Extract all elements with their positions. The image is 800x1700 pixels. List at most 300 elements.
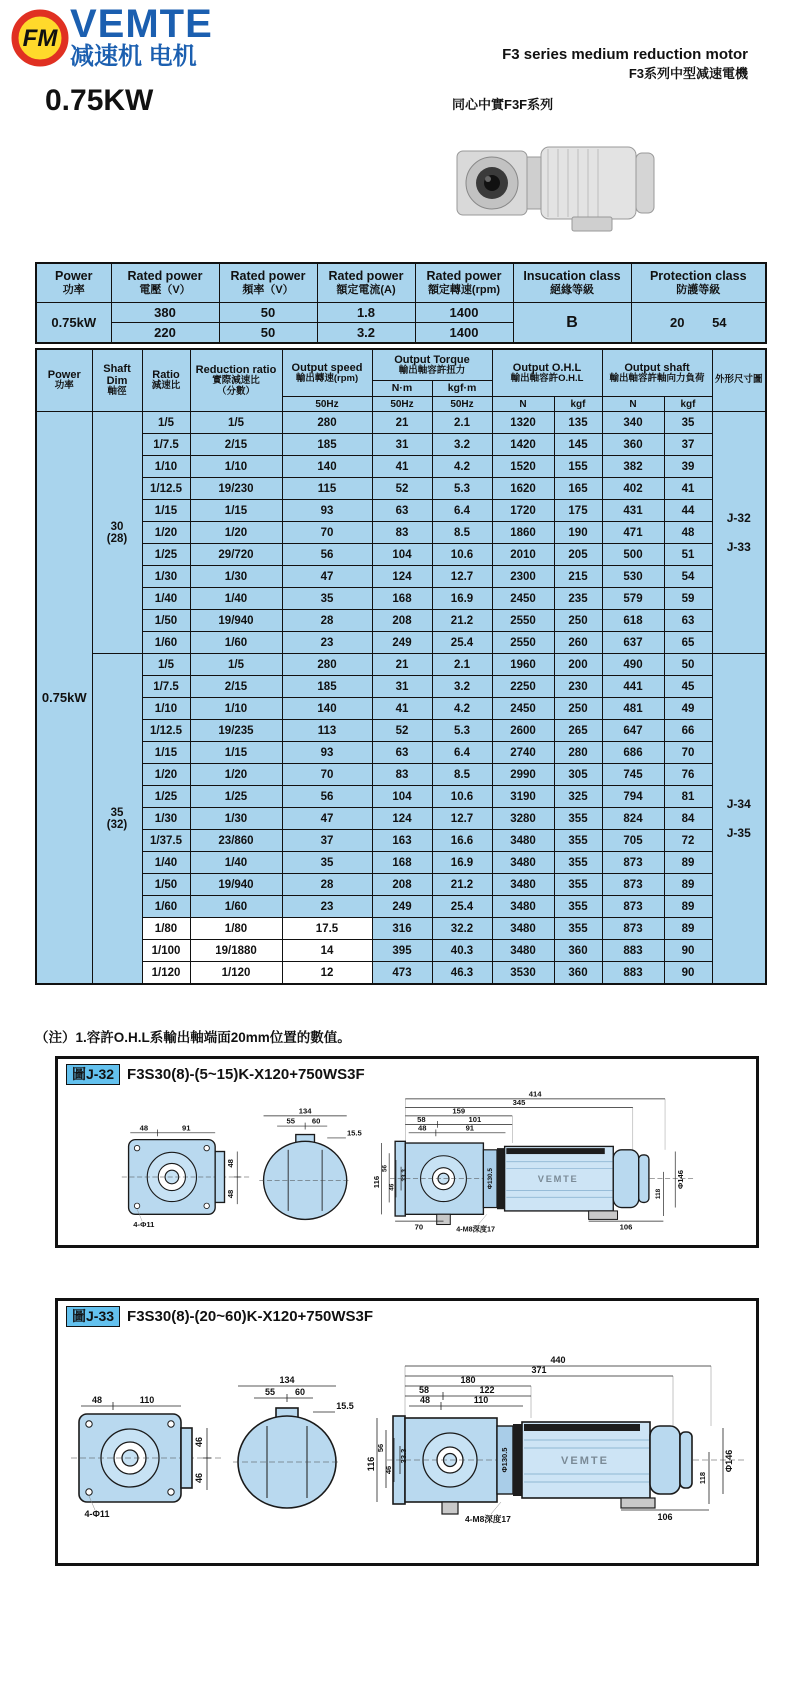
spec-h-power: Power 功率 xyxy=(36,349,92,412)
spec-cell: 1/7.5 xyxy=(142,434,190,456)
dim-h-total: 116 xyxy=(366,1456,376,1472)
spec-cell: 1/80 xyxy=(190,918,282,940)
motor-brand-label: VEMTE xyxy=(561,1454,609,1467)
spec-cell: 395 xyxy=(372,940,432,962)
spec-cell: 1/30 xyxy=(190,566,282,588)
spec-cell: 8.5 xyxy=(432,764,492,786)
j32-assembly-view xyxy=(372,1089,696,1233)
spec-cell: 1/15 xyxy=(190,500,282,522)
spec-cell: 205 xyxy=(554,544,602,566)
spec-cell: 1/12.5 xyxy=(142,720,190,742)
ratings-h-power: Power 功率 xyxy=(36,263,111,303)
spec-row xyxy=(36,786,766,808)
spec-cell: 1/60 xyxy=(142,896,190,918)
spec-cell: 1/40 xyxy=(190,852,282,874)
ratings-protection-cell xyxy=(631,303,766,344)
spec-cell: 355 xyxy=(554,808,602,830)
spec-h-reduction: Reduction ratio 實際減速比 （分數） xyxy=(190,349,282,412)
spec-row xyxy=(36,478,766,500)
spec-header-row-1 xyxy=(36,349,766,381)
spec-cell: 579 xyxy=(602,588,664,610)
spec-cell: 883 xyxy=(602,962,664,985)
spec-cell: 25.4 xyxy=(432,896,492,918)
dim-mid-b: 60 xyxy=(311,1116,321,1126)
spec-row xyxy=(36,610,766,632)
spec-cell: 49 xyxy=(664,698,712,720)
spec-cell: 230 xyxy=(554,676,602,698)
spec-cell: 35 xyxy=(664,412,712,434)
spec-cell: 65 xyxy=(664,632,712,654)
spec-cell: 1960 xyxy=(492,654,554,676)
spec-cell: 1/20 xyxy=(142,764,190,786)
spec-row xyxy=(36,808,766,830)
dim-mid-a: 55 xyxy=(264,1386,276,1397)
spec-cell: 16.9 xyxy=(432,588,492,610)
spec-cell: 2250 xyxy=(492,676,554,698)
spec-cell: 530 xyxy=(602,566,664,588)
spec-cell: 873 xyxy=(602,874,664,896)
spec-h-hz: 50Hz xyxy=(282,397,372,412)
dim-front-b: 110 xyxy=(139,1394,155,1405)
dims-ref-cell xyxy=(712,412,766,654)
spec-cell: 481 xyxy=(602,698,664,720)
spec-cell: 19/1880 xyxy=(190,940,282,962)
spec-cell: 325 xyxy=(554,786,602,808)
spec-cell: 113 xyxy=(282,720,372,742)
dim-holes: 4-Φ11 xyxy=(84,1508,110,1519)
shaft-dim-cell: 30 (28) xyxy=(92,412,142,654)
spec-cell: 1/15 xyxy=(190,742,282,764)
dims-ref-label: J-34 xyxy=(726,797,751,811)
spec-cell: 89 xyxy=(664,874,712,896)
spec-row xyxy=(36,720,766,742)
spec-cell: 431 xyxy=(602,500,664,522)
spec-cell: 471 xyxy=(602,522,664,544)
spec-row xyxy=(36,918,766,940)
spec-cell: 3.2 xyxy=(432,676,492,698)
spec-cell: 3190 xyxy=(492,786,554,808)
spec-cell: 355 xyxy=(554,874,602,896)
spec-cell: 35 xyxy=(282,588,372,610)
spec-cell: 1/20 xyxy=(142,522,190,544)
spec-h-n: N xyxy=(602,397,664,412)
spec-cell: 19/940 xyxy=(190,610,282,632)
dim-bottom-r: 106 xyxy=(619,1222,633,1232)
dim-h1: 56 xyxy=(381,1164,389,1172)
spec-row xyxy=(36,632,766,654)
dim-bottom-r: 106 xyxy=(657,1511,673,1522)
spec-cell: 794 xyxy=(602,786,664,808)
spec-cell: 1/40 xyxy=(142,588,190,610)
spec-cell: 6.4 xyxy=(432,500,492,522)
spec-cell: 41 xyxy=(372,698,432,720)
spec-cell: 14 xyxy=(282,940,372,962)
spec-cell: 48 xyxy=(664,522,712,544)
spec-row xyxy=(36,852,766,874)
spec-cell: 647 xyxy=(602,720,664,742)
spec-cell: 250 xyxy=(554,698,602,720)
ratings-cell: 1.8 xyxy=(317,303,415,323)
dim-front-side-b: 48 xyxy=(225,1189,235,1198)
spec-cell: 190 xyxy=(554,522,602,544)
dim-front-side-a: 46 xyxy=(194,1436,204,1447)
spec-cell: 44 xyxy=(664,500,712,522)
spec-cell: 200 xyxy=(554,654,602,676)
dim-front-b: 91 xyxy=(182,1123,191,1133)
spec-cell: 3530 xyxy=(492,962,554,985)
spec-cell: 2550 xyxy=(492,632,554,654)
spec-cell: 618 xyxy=(602,610,664,632)
dim-mid-t: 15.5 xyxy=(346,1128,362,1138)
spec-cell: 705 xyxy=(602,830,664,852)
spec-cell: 93 xyxy=(282,500,372,522)
spec-cell: 250 xyxy=(554,610,602,632)
series-title-zh: F3系列中型减速電機 xyxy=(628,66,748,81)
spec-cell: 215 xyxy=(554,566,602,588)
spec-cell: 41 xyxy=(664,478,712,500)
spec-cell: 1420 xyxy=(492,434,554,456)
spec-h-hz: 50Hz xyxy=(432,397,492,412)
spec-cell: 745 xyxy=(602,764,664,786)
spec-row xyxy=(36,764,766,786)
spec-h-speed: Output speed 輸出轉速(rpm) xyxy=(282,349,372,397)
ratings-h-speed: Rated power 額定轉速(rpm) xyxy=(415,263,513,303)
shaft-dim-cell: 35 (32) xyxy=(92,654,142,985)
spec-cell: 305 xyxy=(554,764,602,786)
spec-cell: 10.6 xyxy=(432,786,492,808)
spec-cell: 1/12.5 xyxy=(142,478,190,500)
spec-cell: 1860 xyxy=(492,522,554,544)
spec-cell: 2990 xyxy=(492,764,554,786)
brand-block xyxy=(70,4,213,70)
spec-cell: 1/40 xyxy=(190,588,282,610)
spec-cell: 355 xyxy=(554,896,602,918)
diagram-j33-titlebar xyxy=(58,1301,756,1327)
spec-cell: 1/20 xyxy=(190,522,282,544)
ratings-cell: 1400 xyxy=(415,323,513,344)
dims-ref-label: J-32 xyxy=(726,511,751,525)
spec-row xyxy=(36,456,766,478)
spec-cell: 185 xyxy=(282,676,372,698)
spec-cell: 3480 xyxy=(492,852,554,874)
spec-cell: 883 xyxy=(602,940,664,962)
spec-cell: 1/20 xyxy=(190,764,282,786)
spec-row xyxy=(36,962,766,985)
spec-row xyxy=(36,566,766,588)
dim-bottom-shaft: 70 xyxy=(414,1222,424,1232)
diagram-j32-badge: 圖J-32 xyxy=(66,1064,120,1085)
dim-a: 58 xyxy=(417,1114,426,1124)
spec-h-kgf: kgf xyxy=(554,397,602,412)
spec-cell: 686 xyxy=(602,742,664,764)
spec-cell: 1/60 xyxy=(190,632,282,654)
j32-front-view xyxy=(122,1123,249,1229)
spec-cell: 56 xyxy=(282,786,372,808)
dim-mid-w: 134 xyxy=(298,1106,312,1116)
spec-row xyxy=(36,500,766,522)
spec-cell: 1/100 xyxy=(142,940,190,962)
ratings-power-cell: 0.75kW xyxy=(36,303,111,344)
spec-cell: 140 xyxy=(282,456,372,478)
spec-cell: 45 xyxy=(664,676,712,698)
spec-cell: 1/50 xyxy=(142,874,190,896)
spec-cell: 93 xyxy=(282,742,372,764)
spec-cell: 76 xyxy=(664,764,712,786)
spec-cell: 2.1 xyxy=(432,412,492,434)
ratings-h-frequency: Rated power 頻率（V） xyxy=(219,263,317,303)
spec-cell: 2740 xyxy=(492,742,554,764)
spec-power-cell: 0.75kW xyxy=(36,412,92,985)
spec-cell: 1/5 xyxy=(190,654,282,676)
spec-h-hz: 50Hz xyxy=(372,397,432,412)
spec-cell: 5.3 xyxy=(432,720,492,742)
spec-cell: 355 xyxy=(554,852,602,874)
ratings-cell: 50 xyxy=(219,323,317,344)
ratings-insulation-cell: B xyxy=(513,303,631,344)
diagram-j32-titlebar xyxy=(58,1059,756,1085)
spec-cell: 1/5 xyxy=(142,412,190,434)
brand-logo-icon xyxy=(10,8,70,68)
spec-cell: 28 xyxy=(282,610,372,632)
j32-side-view xyxy=(259,1106,362,1219)
spec-h-kgf: kgf xyxy=(664,397,712,412)
spec-cell: 29/720 xyxy=(190,544,282,566)
spec-cell: 280 xyxy=(554,742,602,764)
spec-cell: 90 xyxy=(664,962,712,985)
spec-cell: 1320 xyxy=(492,412,554,434)
spec-cell: 1/50 xyxy=(142,610,190,632)
spec-cell: 19/235 xyxy=(190,720,282,742)
spec-row xyxy=(36,412,766,434)
spec-cell: 2/15 xyxy=(190,676,282,698)
spec-row xyxy=(36,676,766,698)
dim-gear-len: 180 xyxy=(460,1374,476,1385)
protection-value-b: 54 xyxy=(712,315,727,330)
spec-cell: 12.7 xyxy=(432,808,492,830)
spec-cell: 31 xyxy=(372,676,432,698)
j33-assembly-view xyxy=(366,1355,747,1524)
spec-row xyxy=(36,434,766,456)
spec-cell: 23 xyxy=(282,632,372,654)
spec-cell: 21 xyxy=(372,412,432,434)
spec-cell: 84 xyxy=(664,808,712,830)
spec-h-unit-nm: N·m xyxy=(372,381,432,397)
spec-cell: 1/10 xyxy=(142,698,190,720)
spec-cell: 4.2 xyxy=(432,698,492,720)
ratings-cell: 1400 xyxy=(415,303,513,323)
spec-cell: 8.5 xyxy=(432,522,492,544)
spec-cell: 17.5 xyxy=(282,918,372,940)
spec-cell: 1/5 xyxy=(190,412,282,434)
spec-cell: 135 xyxy=(554,412,602,434)
dim-mid-w: 134 xyxy=(279,1374,295,1385)
spec-table xyxy=(35,348,767,985)
dim-mid-a: 55 xyxy=(286,1116,295,1126)
spec-cell: 50 xyxy=(664,654,712,676)
spec-h-dims: 外形尺寸圖 xyxy=(712,349,766,412)
ratings-cell: 3.2 xyxy=(317,323,415,344)
spec-cell: 1/60 xyxy=(142,632,190,654)
spec-cell: 16.6 xyxy=(432,830,492,852)
spec-cell: 1/15 xyxy=(142,742,190,764)
dim-front-a: 48 xyxy=(91,1394,103,1405)
spec-table-body xyxy=(36,412,766,985)
dim-overall: 414 xyxy=(528,1089,542,1099)
spec-cell: 155 xyxy=(554,456,602,478)
spec-cell: 2600 xyxy=(492,720,554,742)
spec-cell: 824 xyxy=(602,808,664,830)
spec-cell: 3480 xyxy=(492,896,554,918)
spec-cell: 265 xyxy=(554,720,602,742)
spec-cell: 316 xyxy=(372,918,432,940)
dim-mid-b: 60 xyxy=(294,1386,306,1397)
dim-h-total: 116 xyxy=(371,1175,381,1189)
dim-b: 122 xyxy=(479,1384,495,1395)
dim-a: 58 xyxy=(418,1384,430,1395)
spec-cell: 2010 xyxy=(492,544,554,566)
spec-cell: 355 xyxy=(554,830,602,852)
spec-cell: 1/30 xyxy=(142,566,190,588)
diagram-j32-title: F3S30(8)-(5~15)K-X120+750WS3F xyxy=(127,1065,365,1083)
spec-cell: 63 xyxy=(372,742,432,764)
ratings-cell: 380 xyxy=(111,303,219,323)
spec-cell: 104 xyxy=(372,786,432,808)
spec-cell: 637 xyxy=(602,632,664,654)
spec-cell: 1720 xyxy=(492,500,554,522)
dim-d: 110 xyxy=(473,1394,489,1405)
spec-cell: 124 xyxy=(372,808,432,830)
spec-cell: 1/40 xyxy=(142,852,190,874)
spec-row xyxy=(36,588,766,610)
spec-cell: 89 xyxy=(664,852,712,874)
dim-front-side-a: 48 xyxy=(225,1158,235,1168)
spec-cell: 1/37.5 xyxy=(142,830,190,852)
spec-cell: 5.3 xyxy=(432,478,492,500)
dim-shaft-dia: Φ130.5 xyxy=(500,1447,509,1473)
spec-cell: 124 xyxy=(372,566,432,588)
j33-front-view xyxy=(71,1395,221,1519)
spec-cell: 23/860 xyxy=(190,830,282,852)
spec-cell: 2300 xyxy=(492,566,554,588)
spec-cell: 70 xyxy=(282,522,372,544)
spec-cell: 52 xyxy=(372,478,432,500)
spec-cell: 10.6 xyxy=(432,544,492,566)
spec-cell: 59 xyxy=(664,588,712,610)
spec-cell: 54 xyxy=(664,566,712,588)
dim-c: 48 xyxy=(418,1123,427,1133)
ratings-h-insulation: Insucation class 絕緣等級 xyxy=(513,263,631,303)
spec-cell: 3480 xyxy=(492,940,554,962)
spec-cell: 72 xyxy=(664,830,712,852)
spec-cell: 360 xyxy=(602,434,664,456)
diagram-j33-title: F3S30(8)-(20~60)K-X120+750WS3F xyxy=(127,1307,373,1325)
spec-cell: 3280 xyxy=(492,808,554,830)
motor-photo-illustration xyxy=(452,133,664,235)
spec-cell: 63 xyxy=(372,500,432,522)
spec-cell: 1/80 xyxy=(142,918,190,940)
spec-cell: 25.4 xyxy=(432,632,492,654)
spec-h-axial: Output shaft 輸出軸容許軸向力負荷 xyxy=(602,349,712,397)
spec-cell: 37 xyxy=(282,830,372,852)
spec-cell: 1/7.5 xyxy=(142,676,190,698)
spec-cell: 1/30 xyxy=(142,808,190,830)
ratings-h-current: Rated power 額定電流(A) xyxy=(317,263,415,303)
spec-row xyxy=(36,896,766,918)
spec-cell: 1520 xyxy=(492,456,554,478)
spec-cell: 51 xyxy=(664,544,712,566)
spec-cell: 2.1 xyxy=(432,654,492,676)
dim-holes: 4-Φ11 xyxy=(133,1219,155,1229)
dim-h-right: 118 xyxy=(654,1188,662,1199)
spec-cell: 168 xyxy=(372,588,432,610)
spec-row xyxy=(36,830,766,852)
dim-tap: 4-M8深度17 xyxy=(465,1513,511,1524)
spec-cell: 21 xyxy=(372,654,432,676)
diagram-box-j32 xyxy=(55,1056,759,1248)
spec-cell: 89 xyxy=(664,896,712,918)
spec-cell: 249 xyxy=(372,632,432,654)
spec-h-ohl: Output O.H.L 輸出軸容許O.H.L xyxy=(492,349,602,397)
spec-row xyxy=(36,654,766,676)
spec-cell: 340 xyxy=(602,412,664,434)
dim-front-a: 48 xyxy=(139,1123,149,1133)
spec-cell: 1/10 xyxy=(190,456,282,478)
spec-cell: 165 xyxy=(554,478,602,500)
dims-ref-cell xyxy=(712,654,766,985)
brand-name: VEMTE xyxy=(70,2,213,46)
spec-cell: 280 xyxy=(282,654,372,676)
spec-cell: 4.2 xyxy=(432,456,492,478)
spec-h-unit-kgfm: kgf·m xyxy=(432,381,492,397)
j33-side-view xyxy=(233,1375,354,1508)
spec-cell: 360 xyxy=(554,940,602,962)
spec-cell: 31 xyxy=(372,434,432,456)
spec-row xyxy=(36,522,766,544)
spec-cell: 19/940 xyxy=(190,874,282,896)
spec-cell: 47 xyxy=(282,808,372,830)
spec-row xyxy=(36,544,766,566)
spec-cell: 21.2 xyxy=(432,874,492,896)
spec-cell: 6.4 xyxy=(432,742,492,764)
ratings-cell: 220 xyxy=(111,323,219,344)
spec-cell: 441 xyxy=(602,676,664,698)
dim-d: 91 xyxy=(465,1123,475,1133)
spec-cell: 66 xyxy=(664,720,712,742)
spec-row xyxy=(36,940,766,962)
spec-cell: 490 xyxy=(602,654,664,676)
spec-cell: 1/25 xyxy=(142,786,190,808)
dim-mid-t: 15.5 xyxy=(336,1400,354,1411)
spec-cell: 35 xyxy=(282,852,372,874)
spec-cell: 12.7 xyxy=(432,566,492,588)
spec-cell: 16.9 xyxy=(432,852,492,874)
spec-cell: 1/60 xyxy=(190,896,282,918)
dim-shaft-dia: Φ130.5 xyxy=(486,1167,494,1190)
spec-cell: 83 xyxy=(372,522,432,544)
spec-cell: 140 xyxy=(282,698,372,720)
spec-cell: 90 xyxy=(664,940,712,962)
spec-cell: 37 xyxy=(664,434,712,456)
spec-cell: 402 xyxy=(602,478,664,500)
spec-cell: 63 xyxy=(664,610,712,632)
motor-brand-label: VEMTE xyxy=(537,1173,579,1184)
spec-cell: 249 xyxy=(372,896,432,918)
spec-cell: 280 xyxy=(282,412,372,434)
spec-cell: 89 xyxy=(664,918,712,940)
spec-cell: 382 xyxy=(602,456,664,478)
spec-cell: 1620 xyxy=(492,478,554,500)
spec-cell: 104 xyxy=(372,544,432,566)
